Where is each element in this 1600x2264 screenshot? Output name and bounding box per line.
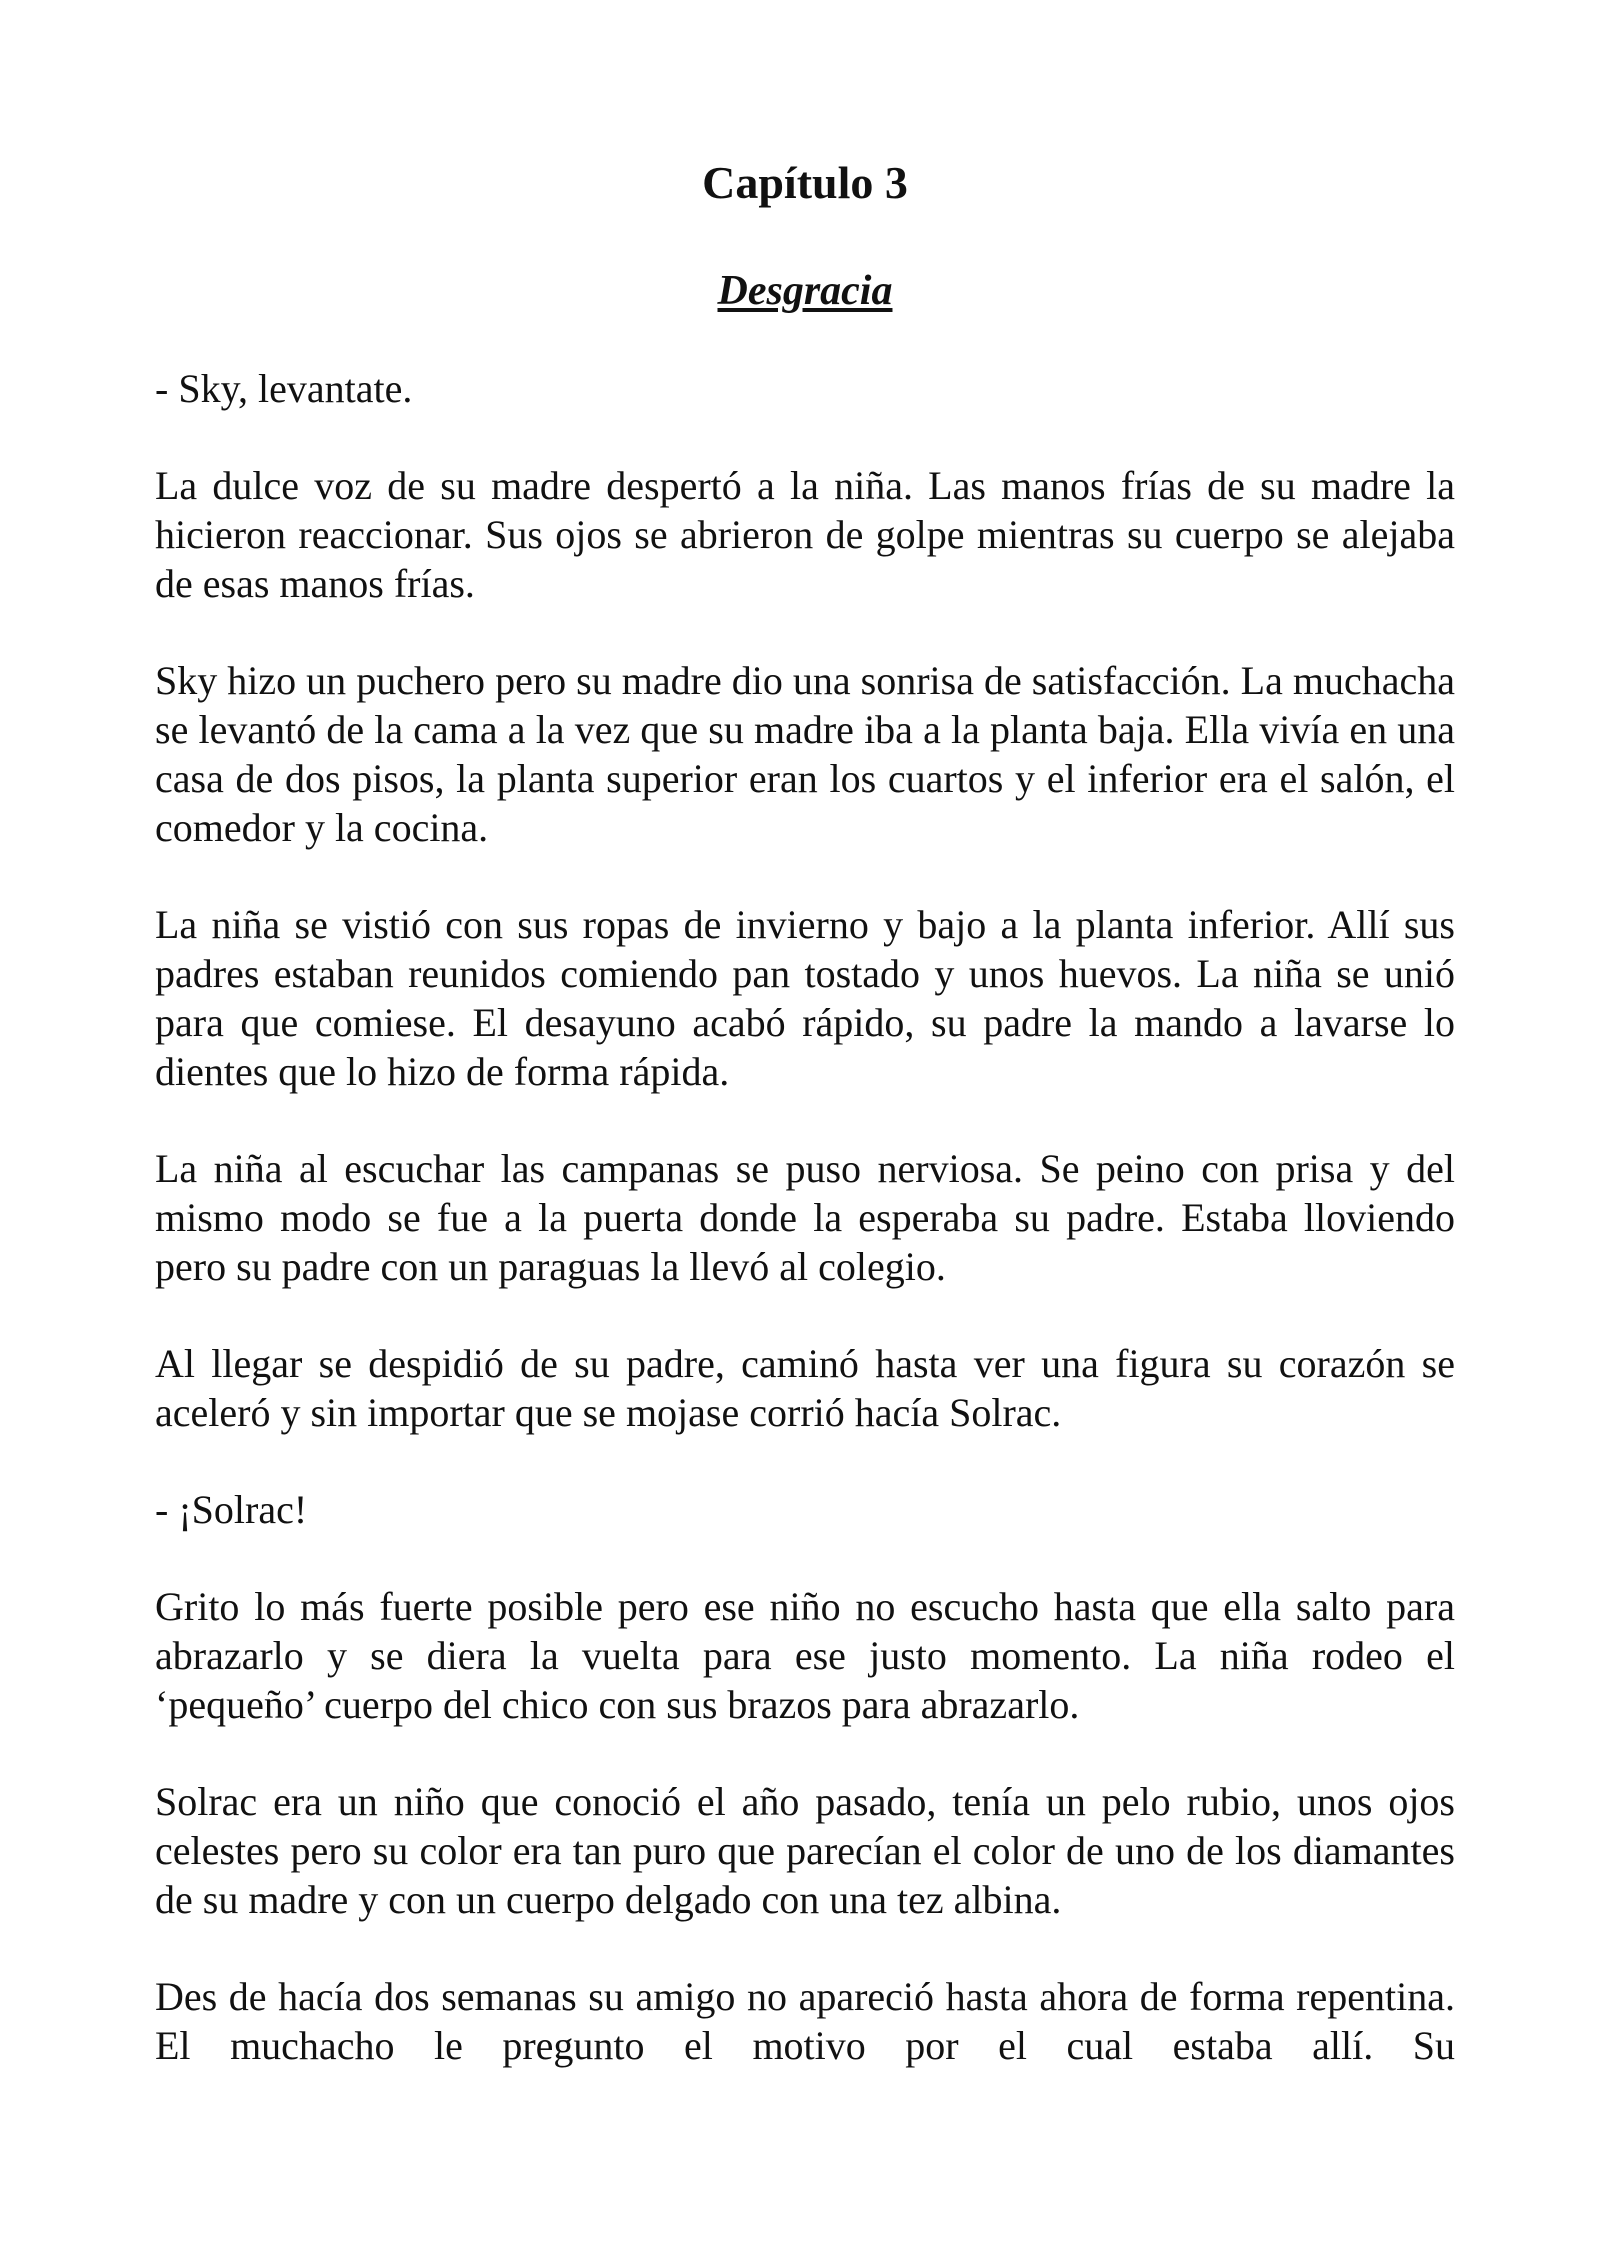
paragraph-5: La niña al escuchar las campanas se puso nerviosa. Se peino con prisa y del mismo modo se fue a la puerta donde la esperaba su padre. Estaba lloviendo pero su padre con un paraguas la llevó al colegio.	[155, 1146, 1455, 1289]
paragraph-10: Des de hacía dos semanas su amigo no apareció hasta ahora de forma repentina. El muchacho le pregunto el motivo por el cual estaba allí. Su	[155, 1974, 1455, 2068]
paragraph-dialogue-1: - Sky, levantate.	[155, 366, 413, 411]
paragraph-6: Al llegar se despidió de su padre, caminó hasta ver una figura su corazón se aceleró y sin importar que se mojase corrió hacía Solrac.	[155, 1341, 1455, 1435]
paragraph-dialogue-2: - ¡Solrac!	[155, 1487, 308, 1532]
paragraph-4: La niña se vistió con sus ropas de invierno y bajo a la planta inferior. Allí sus padres estaban reunidos comiendo pan tostado y unos huevos. La niña se unió para que comiese. El desayuno acabó rápido, su padre la mando a lavarse lo dientes que lo hizo de forma rápida.	[155, 902, 1455, 1094]
paragraph-2: La dulce voz de su madre despertó a la niña. Las manos frías de su madre la hicieron reaccionar. Sus ojos se abrieron de golpe mientras su cuerpo se alejaba de esas manos frías.	[155, 463, 1455, 606]
chapter-title: Capítulo 3	[702, 157, 908, 208]
chapter-subtitle-text: Desgracia	[717, 268, 893, 314]
paragraph-3: Sky hizo un puchero pero su madre dio una sonrisa de satisfacción. La muchacha se levantó de la cama a la vez que su madre iba a la planta baja. Ella vivía en una casa de dos pisos, la planta superior eran los cuartos y el inferior era el salón, el comedor y la cocina.	[155, 658, 1455, 850]
chapter-subtitle	[155, 258, 1455, 324]
paragraph-8: Grito lo más fuerte posible pero ese niño no escucho hasta que ella salto para abrazarlo y se diera la vuelta para ese justo momento. La niña rodeo el ‘pequeño’ cuerpo del chico con sus brazos para abrazarlo.	[155, 1584, 1455, 1727]
chapter-body	[155, 364, 1455, 2070]
paragraph-9: Solrac era un niño que conoció el año pasado, tenía un pelo rubio, unos ojos celestes pero su color era tan puro que parecían el color de uno de los diamantes de su madre y con un cuerpo delgado con una tez albina.	[155, 1779, 1455, 1922]
